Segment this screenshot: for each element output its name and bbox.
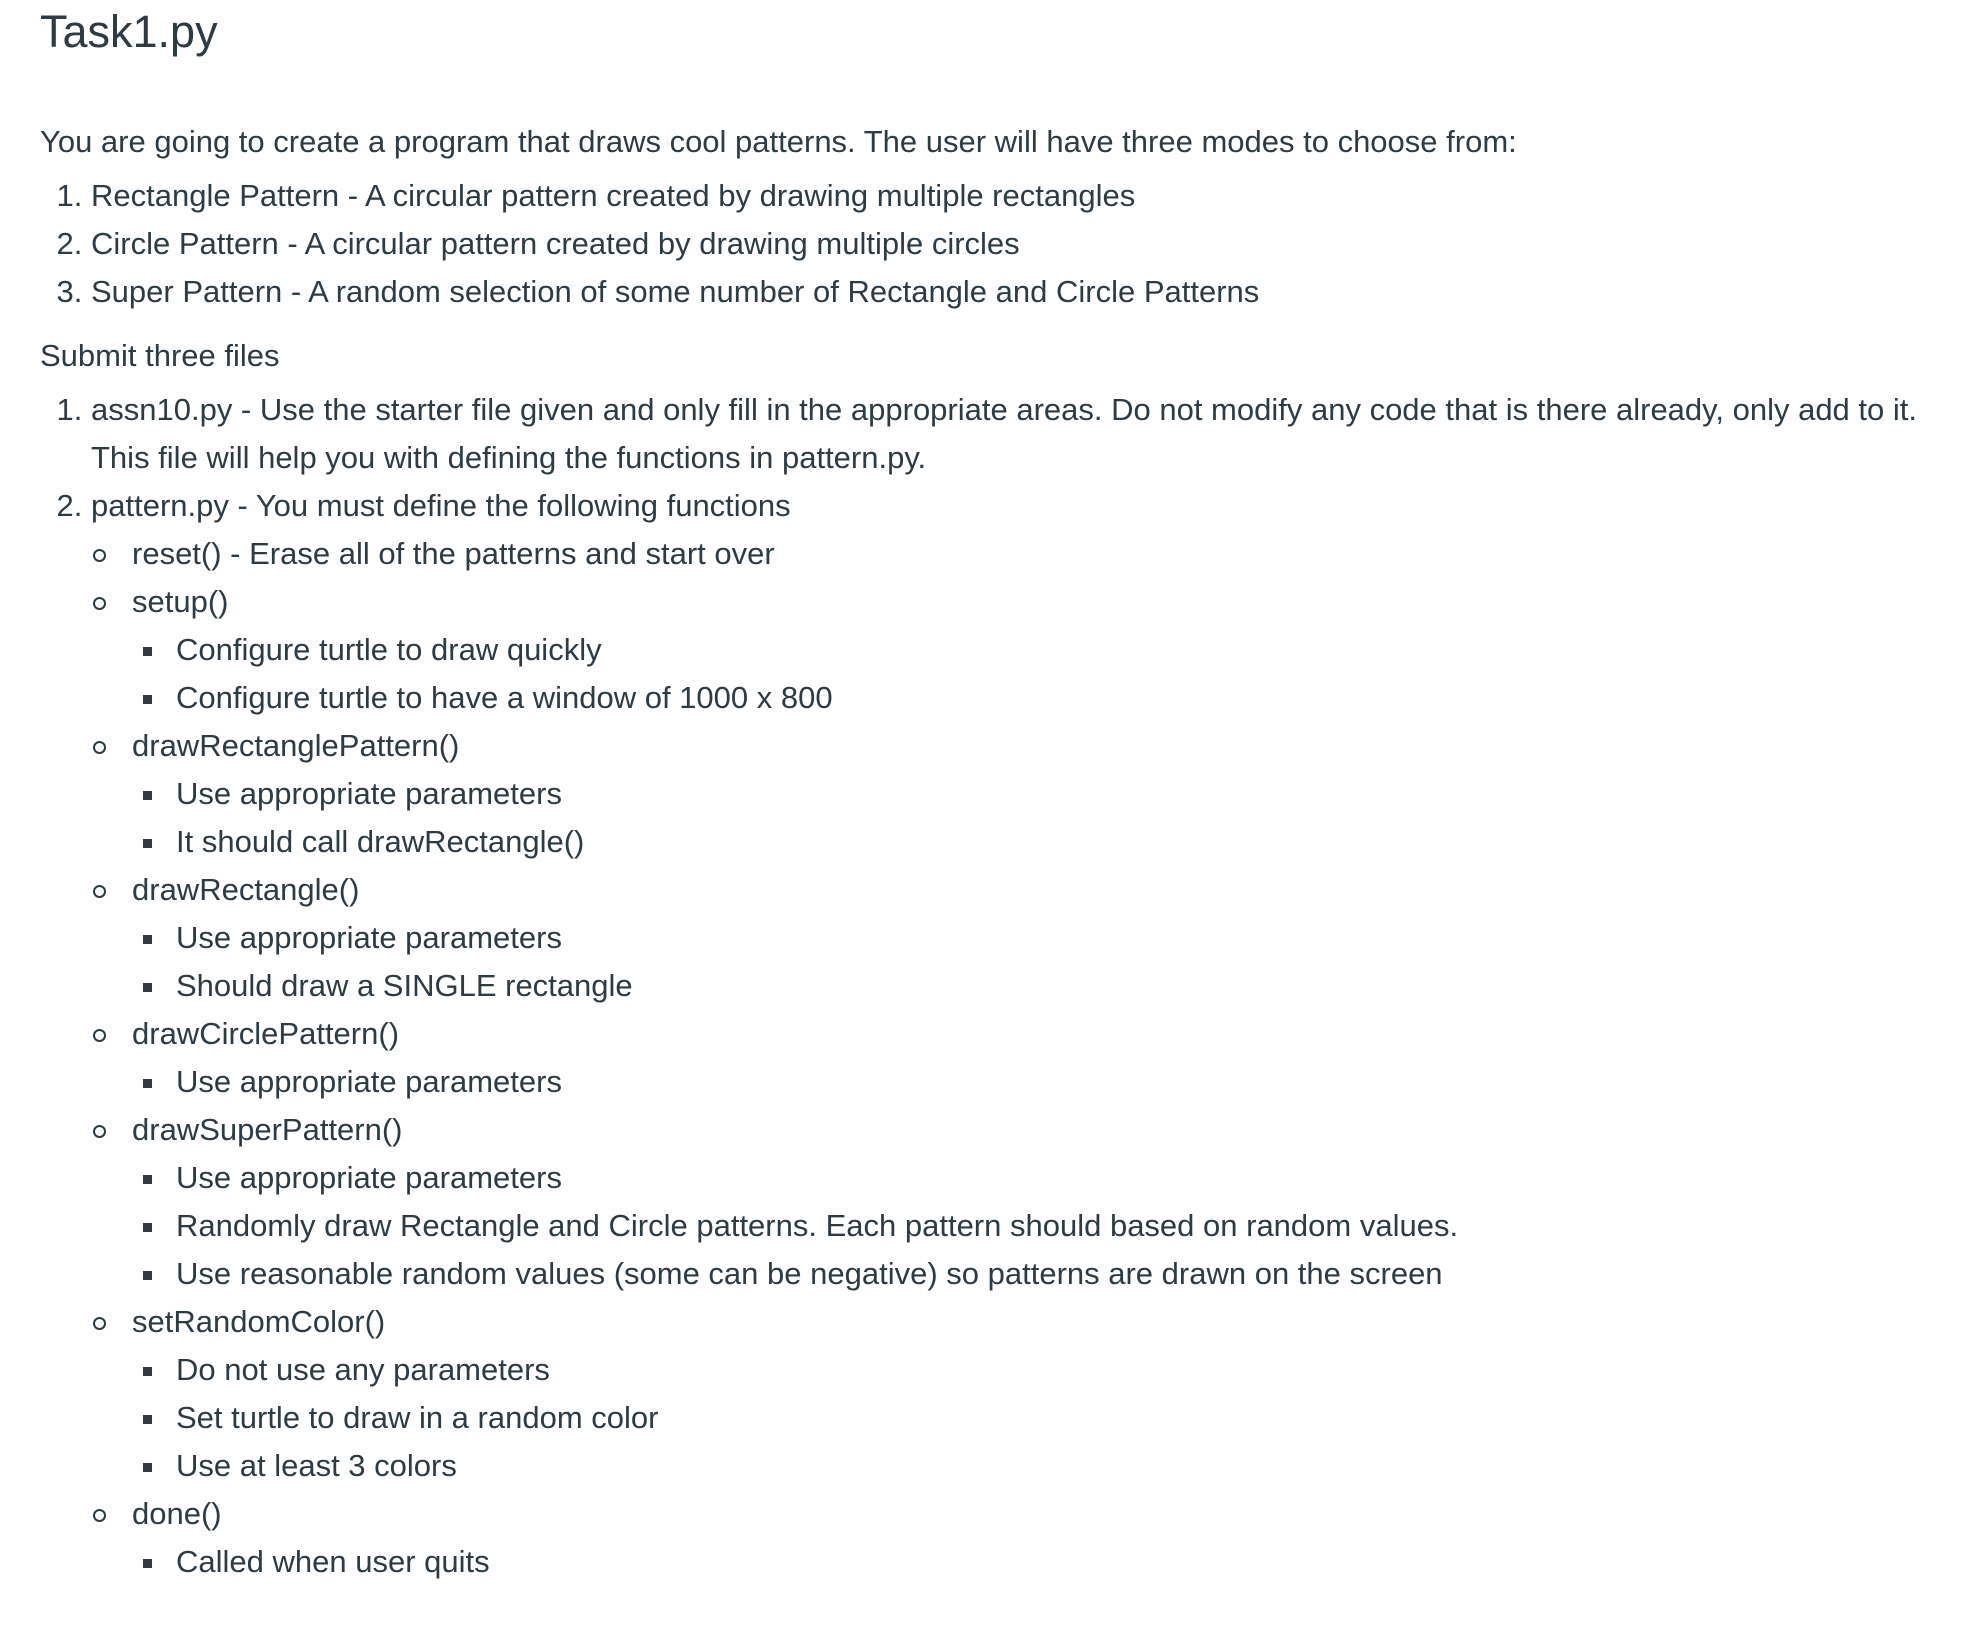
files-list (40, 386, 1938, 1586)
file-description: pattern.py - You must define the following functions (91, 488, 791, 523)
function-name: reset() - Erase all of the patterns and start over (132, 536, 775, 571)
detail-text: Use reasonable random values (some can be negative) so patterns are drawn on the screen (176, 1256, 1443, 1291)
detail-text: Use appropriate parameters (176, 920, 562, 955)
detail-text: Use at least 3 colors (176, 1448, 457, 1483)
page-title: Task1.py (40, 6, 218, 57)
detail-text: Configure turtle to have a window of 1000 x 800 (176, 680, 833, 715)
function-list (91, 530, 1938, 1586)
square-bullet-icon (143, 791, 152, 800)
square-bullet-icon (143, 1559, 152, 1568)
function-details (132, 1538, 1938, 1586)
detail-text: Use appropriate parameters (176, 776, 562, 811)
function-name: drawSuperPattern() (132, 1112, 403, 1147)
detail-text: Use appropriate parameters (176, 1160, 562, 1195)
mode-item: 2. Circle Pattern - A circular pattern created by drawing multiple circles (91, 220, 1938, 268)
function-details (132, 1058, 1938, 1106)
function-name: drawRectangle() (132, 872, 360, 907)
function-item (76, 722, 1938, 866)
function-item (76, 1106, 1938, 1298)
file-item (91, 482, 1938, 1586)
file-item (91, 386, 1938, 482)
square-bullet-icon (143, 1079, 152, 1088)
detail-item (126, 914, 1938, 962)
function-details (132, 1154, 1938, 1298)
detail-item (126, 1154, 1938, 1202)
detail-item (126, 1538, 1938, 1586)
square-bullet-icon (143, 647, 152, 656)
detail-item (126, 1346, 1938, 1394)
intro-paragraph: You are going to create a program that draws cool patterns. The user will have three modes to choose from: (40, 124, 1517, 159)
circle-bullet-icon (93, 1125, 106, 1138)
circle-bullet-icon (93, 885, 106, 898)
function-item (76, 1010, 1938, 1106)
detail-text: Configure turtle to draw quickly (176, 632, 602, 667)
square-bullet-icon (143, 983, 152, 992)
square-bullet-icon (143, 1415, 152, 1424)
square-bullet-icon (143, 1271, 152, 1280)
modes-list (40, 172, 1938, 316)
detail-item (126, 674, 1938, 722)
square-bullet-icon (143, 1367, 152, 1376)
detail-item (126, 1058, 1938, 1106)
function-item (76, 1490, 1938, 1586)
detail-item (126, 1202, 1938, 1250)
detail-item (126, 962, 1938, 1010)
mode-item: 3. Super Pattern - A random selection of some number of Rectangle and Circle Patterns (91, 268, 1938, 316)
square-bullet-icon (143, 1463, 152, 1472)
function-details (132, 770, 1938, 866)
function-name: drawCirclePattern() (132, 1016, 400, 1051)
function-details (132, 914, 1938, 1010)
circle-bullet-icon (93, 597, 106, 610)
detail-item (126, 1442, 1938, 1490)
detail-item (126, 1394, 1938, 1442)
file-description: assn10.py - Use the starter file given and only fill in the appropriate areas. Do not modify any code that is there already, only add to it. This file will help you with defining the functions in pattern.py. (91, 392, 1917, 475)
function-details (132, 626, 1938, 722)
square-bullet-icon (143, 1223, 152, 1232)
circle-bullet-icon (93, 1029, 106, 1042)
square-bullet-icon (143, 839, 152, 848)
square-bullet-icon (143, 1175, 152, 1184)
function-item (76, 1298, 1938, 1490)
detail-text: Use appropriate parameters (176, 1064, 562, 1099)
detail-text: Randomly draw Rectangle and Circle patterns. Each pattern should based on random values. (176, 1208, 1459, 1243)
detail-text: Do not use any parameters (176, 1352, 550, 1387)
function-name: drawRectanglePattern() (132, 728, 460, 763)
submit-heading: Submit three files (40, 338, 280, 373)
detail-text: It should call drawRectangle() (176, 824, 585, 859)
function-name: setRandomColor() (132, 1304, 386, 1339)
detail-text: Should draw a SINGLE rectangle (176, 968, 633, 1003)
square-bullet-icon (143, 695, 152, 704)
function-item (76, 866, 1938, 1010)
circle-bullet-icon (93, 1509, 106, 1522)
function-name: setup() (132, 584, 229, 619)
mode-item: 1. Rectangle Pattern - A circular pattern created by drawing multiple rectangles (91, 172, 1938, 220)
circle-bullet-icon (93, 741, 106, 754)
function-item (76, 530, 1938, 578)
detail-text: Called when user quits (176, 1544, 490, 1579)
function-name: done() (132, 1496, 222, 1531)
detail-item (126, 1250, 1938, 1298)
function-item (76, 578, 1938, 722)
detail-item (126, 626, 1938, 674)
circle-bullet-icon (93, 549, 106, 562)
detail-text: Set turtle to draw in a random color (176, 1400, 659, 1435)
circle-bullet-icon (93, 1317, 106, 1330)
detail-item (126, 770, 1938, 818)
function-details (132, 1346, 1938, 1490)
square-bullet-icon (143, 935, 152, 944)
detail-item (126, 818, 1938, 866)
